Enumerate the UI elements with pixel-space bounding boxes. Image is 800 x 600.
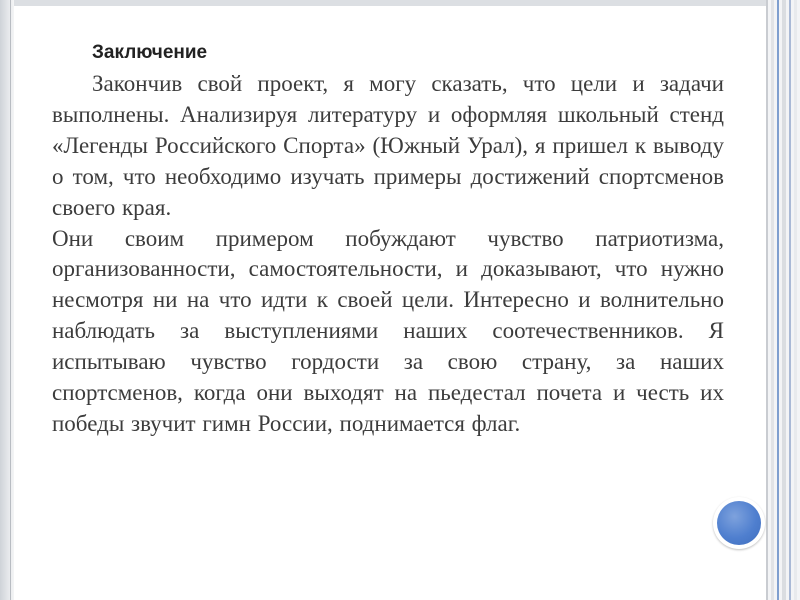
decor-stripe bbox=[782, 0, 786, 600]
slide-right-decoration bbox=[766, 0, 800, 600]
decor-stripe bbox=[794, 0, 797, 600]
decor-stripe bbox=[777, 0, 779, 600]
paragraph-patriotism: Они своим примером побуждают чувство патриотизма, организованности, самостоятельности, и доказывают, что нужно несмотря ни на что идти к своей цели. Интересно и волнительно наблюдать за выступлениями наших соотечественников. Я испытываю чувство гордости за свою страну, за наших спортсменов, когда они выходят на пьедестал почета и честь их победы звучит гимн России, поднимается флаг. bbox=[52, 225, 724, 436]
paragraph-conclusion: Закончив свой проект, я могу сказать, что цели и задачи выполнены. Анализируя литературу и оформляя школьный стенд «Легенды Российского Спорта» (Южный Урал), я пришел к выводу о том, что необходимо изучать примеры достижений спортсменов своего края. bbox=[52, 71, 724, 220]
decor-stripe bbox=[771, 0, 774, 600]
slide-left-border bbox=[0, 0, 14, 600]
decor-stripe bbox=[766, 0, 768, 600]
circle-icon-fill bbox=[717, 501, 761, 545]
decor-stripe bbox=[789, 0, 791, 600]
slide-content bbox=[52, 42, 724, 440]
circle-icon[interactable] bbox=[713, 497, 765, 549]
slide-top-border bbox=[0, 0, 800, 6]
slide-title: Заключение bbox=[92, 42, 208, 63]
